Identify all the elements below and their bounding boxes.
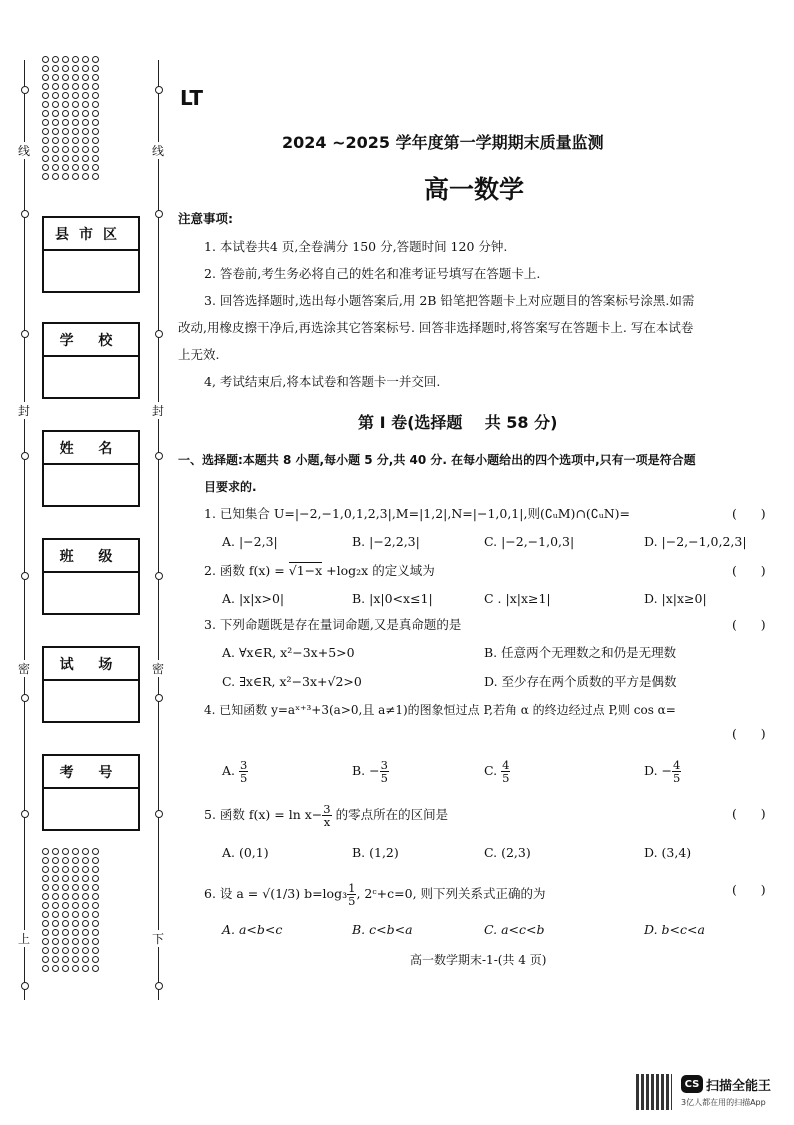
- q4-option-d: D. − $\frac{4}{5}$: [644, 758, 681, 785]
- binding-ring-icon: [21, 210, 29, 218]
- subject-title: 高一数学: [424, 175, 525, 204]
- bubble-dot: [92, 938, 99, 945]
- q3-option-d: D. 至少存在两个质数的平方是偶数: [484, 674, 677, 689]
- binding-ring-icon: [155, 572, 163, 580]
- bubble-dot: [62, 893, 69, 900]
- bubble-dot: [52, 92, 59, 99]
- binding-ring-icon: [21, 452, 29, 460]
- page-footer: 高一数学期末-1-(共 4 页): [410, 953, 547, 967]
- part1-title: 第 Ⅰ 卷(选择题 共 58 分): [358, 413, 558, 432]
- q1-stem: 1. 已知集合 U=|−2,−1,0,1,2,3|,M=|1,2|,N=|−1,0,1|,则(∁ᵤM)∩(∁ᵤN)=: [204, 506, 631, 521]
- bubble-dot: [52, 893, 59, 900]
- bubble-dot: [72, 92, 79, 99]
- q6-stem: 6. 设 a = √(1/3) b=log₃ $\frac{1}{5}$ , 2ᶜ+c=0, 则下列关系式正确的为: [204, 881, 546, 908]
- bubble-dot: [82, 146, 89, 153]
- bubble-dot: [72, 920, 79, 927]
- bubble-dot: [72, 857, 79, 864]
- q3-option-c: C. ∃x∈R, x²−3x+√2>0: [222, 674, 362, 689]
- box-school-field[interactable]: [44, 357, 138, 397]
- bubble-dot: [82, 911, 89, 918]
- paper-mark: LT: [180, 86, 204, 110]
- bubble-dot: [42, 137, 49, 144]
- bubble-dot: [62, 920, 69, 927]
- bubble-dot: [72, 164, 79, 171]
- bubble-dot: [62, 92, 69, 99]
- box-county-field[interactable]: [44, 251, 138, 291]
- bubble-dot: [82, 92, 89, 99]
- binding-ring-icon: [155, 694, 163, 702]
- q4-c-frac: $\frac{4}{5}$: [502, 758, 510, 785]
- bubble-dot: [42, 911, 49, 918]
- qr-code-icon: [636, 1074, 672, 1110]
- bubble-dot: [92, 155, 99, 162]
- bubble-dot: [92, 119, 99, 126]
- bubble-dot: [52, 137, 59, 144]
- bubble-dot: [52, 164, 59, 171]
- binding-ring-icon: [155, 452, 163, 460]
- bubble-dot: [72, 119, 79, 126]
- q4-d-frac: $\frac{4}{5}$: [673, 758, 681, 785]
- bubble-dot: [42, 893, 49, 900]
- bubble-dot: [62, 965, 69, 972]
- scanner-subtitle: 3亿人都在用的扫描App: [681, 1098, 766, 1107]
- binding-ring-icon: [155, 810, 163, 818]
- q4-option-b: B. − $\frac{3}{5}$: [352, 758, 388, 785]
- bubble-dot: [52, 875, 59, 882]
- note-3b: 改动,用橡皮擦干净后,再选涂其它答案标号. 回答非选择题时,将答案写在答题卡上. 写在本试卷: [178, 320, 694, 335]
- bubble-dot: [62, 146, 69, 153]
- side-char-feng-right: 封: [152, 404, 165, 418]
- q2-option-a: A. |x|x>0|: [222, 591, 285, 606]
- bubble-dot: [92, 92, 99, 99]
- bubble-dot: [42, 74, 49, 81]
- box-class-field[interactable]: [44, 573, 138, 613]
- q5-option-b: B. (1,2): [352, 845, 399, 860]
- bubble-dot: [62, 938, 69, 945]
- bubble-dot: [92, 101, 99, 108]
- box-class: [42, 538, 140, 615]
- box-school-label: 学 校: [44, 324, 138, 357]
- q6-root: √(1/3): [262, 886, 301, 901]
- bubble-dot: [72, 929, 79, 936]
- answer-dots-top: [42, 56, 100, 180]
- q6-answer-blank[interactable]: ( ): [732, 882, 766, 897]
- box-class-label: 班 级: [44, 540, 138, 573]
- bubble-dot: [62, 911, 69, 918]
- bubble-dot: [72, 110, 79, 117]
- box-number-label: 考 号: [44, 756, 138, 789]
- bubble-dot: [92, 965, 99, 972]
- bubble-dot: [62, 902, 69, 909]
- binding-line-right: [158, 60, 159, 1000]
- bubble-dot: [72, 965, 79, 972]
- bubble-dot: [82, 929, 89, 936]
- bubble-dot: [52, 857, 59, 864]
- bubble-dot: [82, 902, 89, 909]
- bubble-dot: [52, 956, 59, 963]
- bubble-dot: [92, 956, 99, 963]
- bubble-dot: [52, 920, 59, 927]
- q2-stem: [204, 563, 435, 579]
- bubble-dot: [82, 857, 89, 864]
- bubble-dot: [62, 128, 69, 135]
- bubble-dot: [42, 146, 49, 153]
- box-room-field[interactable]: [44, 681, 138, 721]
- bubble-dot: [82, 101, 89, 108]
- bubble-dot: [42, 929, 49, 936]
- bubble-dot: [82, 956, 89, 963]
- bubble-dot: [72, 911, 79, 918]
- q5-option-a: A. (0,1): [222, 845, 269, 860]
- bubble-dot: [52, 155, 59, 162]
- bubble-dot: [62, 866, 69, 873]
- bubble-dot: [82, 128, 89, 135]
- bubble-dot: [92, 866, 99, 873]
- scanner-name: 扫描全能王: [706, 1079, 772, 1094]
- binding-ring-icon: [21, 694, 29, 702]
- bubble-dot: [82, 866, 89, 873]
- bubble-dot: [82, 947, 89, 954]
- bubble-dot: [82, 119, 89, 126]
- bubble-dot: [52, 947, 59, 954]
- bubble-dot: [92, 884, 99, 891]
- q4-stem: 4. 已知函数 y=aˣ⁺³+3(a>0,且 a≠1)的图象恒过点 P,若角 α 的终边经过点 P,则 cos α=: [204, 703, 676, 717]
- binding-ring-icon: [21, 810, 29, 818]
- binding-ring-icon: [155, 210, 163, 218]
- binding-ring-icon: [155, 982, 163, 990]
- bubble-dot: [42, 110, 49, 117]
- bubble-dot: [82, 848, 89, 855]
- q1-answer-blank[interactable]: ( ): [732, 506, 766, 521]
- bubble-dot: [72, 65, 79, 72]
- q5-stem: 5. 函数 f(x) = ln x− $\frac{3}{x}$ 的零点所在的区间是: [204, 802, 449, 829]
- bubble-dot: [72, 137, 79, 144]
- box-school: [42, 322, 140, 399]
- q3-answer-blank[interactable]: ( ): [732, 617, 766, 632]
- bubble-dot: [72, 128, 79, 135]
- bubble-dot: [82, 920, 89, 927]
- q2-root: √1−x: [288, 563, 323, 578]
- bubble-dot: [52, 866, 59, 873]
- q5-option-c: C. (2,3): [484, 845, 531, 860]
- bubble-dot: [52, 56, 59, 63]
- q2-option-b: B. |x|0<x≤1|: [352, 591, 433, 606]
- note-3c: 上无效.: [178, 347, 220, 362]
- bubble-dot: [42, 56, 49, 63]
- bubble-dot: [82, 173, 89, 180]
- q6-option-b: B. c<b<a: [352, 922, 413, 937]
- box-number: [42, 754, 140, 831]
- section1-intro-a: 一、选择题:本题共 8 小题,每小题 5 分,共 40 分. 在每小题给出的四个选项中,只有一项是符合题: [178, 453, 696, 467]
- bubble-dot: [82, 875, 89, 882]
- bubble-dot: [92, 128, 99, 135]
- bubble-dot: [52, 110, 59, 117]
- bubble-dot: [92, 902, 99, 909]
- q4-option-c: C. $\frac{4}{5}$: [484, 758, 510, 785]
- q6-option-a: A. a<b<c: [222, 922, 283, 937]
- binding-ring-icon: [21, 982, 29, 990]
- bubble-dot: [42, 848, 49, 855]
- binding-ring-icon: [155, 86, 163, 94]
- bubble-dot: [42, 119, 49, 126]
- bubble-dot: [62, 884, 69, 891]
- bubble-dot: [62, 857, 69, 864]
- bubble-dot: [42, 902, 49, 909]
- bubble-dot: [92, 947, 99, 954]
- bubble-dot: [92, 911, 99, 918]
- bubble-dot: [92, 893, 99, 900]
- bubble-dot: [62, 875, 69, 882]
- bubble-dot: [62, 56, 69, 63]
- bubble-dot: [92, 929, 99, 936]
- bubble-dot: [92, 857, 99, 864]
- exam-title: 2024 ~2025 学年度第一学期期末质量监测: [282, 133, 604, 152]
- bubble-dot: [52, 848, 59, 855]
- q5-answer-blank[interactable]: ( ): [732, 806, 766, 821]
- bubble-dot: [42, 920, 49, 927]
- note-1: 1. 本试卷共4 页,全卷满分 150 分,答题时间 120 分钟.: [204, 239, 508, 254]
- box-county-label: 县市区: [44, 218, 138, 251]
- bubble-dot: [62, 848, 69, 855]
- bubble-dot: [52, 65, 59, 72]
- bubble-dot: [52, 119, 59, 126]
- section1-intro-b: 目要求的.: [204, 480, 257, 494]
- bubble-dot: [52, 911, 59, 918]
- q5-option-d: D. (3,4): [644, 845, 692, 860]
- bubble-dot: [82, 164, 89, 171]
- notes-heading: 注意事项:: [178, 211, 233, 226]
- q4-answer-blank[interactable]: ( ): [732, 726, 766, 741]
- bubble-dot: [82, 938, 89, 945]
- q6-option-c: C. a<c<b: [484, 922, 545, 937]
- box-room-label: 试 场: [44, 648, 138, 681]
- binding-ring-icon: [21, 330, 29, 338]
- bubble-dot: [42, 128, 49, 135]
- bubble-dot: [82, 884, 89, 891]
- bubble-dot: [62, 74, 69, 81]
- bubble-dot: [92, 56, 99, 63]
- bubble-dot: [62, 110, 69, 117]
- binding-ring-icon: [21, 86, 29, 94]
- side-char-mi-left: 密: [18, 662, 31, 676]
- bubble-dot: [42, 164, 49, 171]
- bubble-dot: [92, 920, 99, 927]
- q3-option-b: B. 任意两个无理数之和仍是无理数: [484, 645, 677, 660]
- binding-ring-icon: [155, 330, 163, 338]
- answer-dots-bottom: [42, 848, 100, 972]
- bubble-dot: [42, 866, 49, 873]
- side-char-xian-right: 线: [152, 144, 165, 158]
- bubble-dot: [42, 938, 49, 945]
- bubble-dot: [72, 56, 79, 63]
- bubble-dot: [52, 146, 59, 153]
- note-4: 4, 考试结束后,将本试卷和答题卡一并交回.: [204, 374, 441, 389]
- bubble-dot: [82, 74, 89, 81]
- bubble-dot: [72, 146, 79, 153]
- q1-option-d: D. |−2,−1,0,2,3|: [644, 534, 747, 549]
- q4-b-frac: $\frac{3}{5}$: [380, 758, 388, 785]
- bubble-dot: [82, 65, 89, 72]
- bubble-dot: [52, 83, 59, 90]
- bubble-dot: [82, 110, 89, 117]
- q6-frac: $\frac{1}{5}$: [348, 881, 356, 908]
- bubble-dot: [52, 929, 59, 936]
- bubble-dot: [72, 938, 79, 945]
- q5-frac: $\frac{3}{x}$: [323, 802, 331, 829]
- bubble-dot: [92, 875, 99, 882]
- q4-option-a: A. $\frac{3}{5}$: [222, 758, 248, 785]
- scanner-badge-icon: CS: [681, 1075, 703, 1093]
- bubble-dot: [42, 173, 49, 180]
- q1-option-b: B. |−2,2,3|: [352, 534, 420, 549]
- bubble-dot: [52, 173, 59, 180]
- q3-stem: 3. 下列命题既是存在量词命题,又是真命题的是: [204, 617, 462, 632]
- bubble-dot: [52, 74, 59, 81]
- bubble-dot: [42, 155, 49, 162]
- bubble-dot: [52, 884, 59, 891]
- bubble-dot: [72, 83, 79, 90]
- bubble-dot: [82, 155, 89, 162]
- bubble-dot: [62, 101, 69, 108]
- bubble-dot: [82, 56, 89, 63]
- q2-option-c: C . |x|x≥1|: [484, 591, 551, 606]
- bubble-dot: [62, 137, 69, 144]
- q1-option-a: A. |−2,3|: [222, 534, 278, 549]
- box-name-label: 姓 名: [44, 432, 138, 465]
- bubble-dot: [62, 65, 69, 72]
- bubble-dot: [92, 74, 99, 81]
- q2-option-d: D. |x|x≥0|: [644, 591, 707, 606]
- bubble-dot: [82, 83, 89, 90]
- bubble-dot: [62, 164, 69, 171]
- side-char-mi-right: 密: [152, 662, 165, 676]
- bubble-dot: [92, 848, 99, 855]
- bubble-dot: [62, 956, 69, 963]
- box-number-field[interactable]: [44, 789, 138, 829]
- bubble-dot: [42, 92, 49, 99]
- bubble-dot: [42, 83, 49, 90]
- bubble-dot: [52, 965, 59, 972]
- bubble-dot: [72, 875, 79, 882]
- bubble-dot: [62, 929, 69, 936]
- note-2: 2. 答卷前,考生务必将自己的姓名和准考证号填写在答题卡上.: [204, 266, 541, 281]
- side-char-xian-left: 线: [18, 144, 31, 158]
- bubble-dot: [62, 947, 69, 954]
- q4-a-frac: $\frac{3}{5}$: [240, 758, 248, 785]
- box-name-field[interactable]: [44, 465, 138, 505]
- bubble-dot: [42, 956, 49, 963]
- bubble-dot: [72, 173, 79, 180]
- bubble-dot: [72, 884, 79, 891]
- bubble-dot: [52, 902, 59, 909]
- bubble-dot: [82, 137, 89, 144]
- bubble-dot: [42, 875, 49, 882]
- bubble-dot: [62, 83, 69, 90]
- bubble-dot: [72, 947, 79, 954]
- bubble-dot: [52, 101, 59, 108]
- bubble-dot: [82, 893, 89, 900]
- bubble-dot: [72, 956, 79, 963]
- bubble-dot: [72, 866, 79, 873]
- q2-stem-a: 2. 函数 f(x) =: [204, 563, 289, 578]
- bubble-dot: [52, 938, 59, 945]
- bubble-dot: [72, 101, 79, 108]
- bubble-dot: [42, 884, 49, 891]
- bubble-dot: [42, 65, 49, 72]
- bubble-dot: [92, 173, 99, 180]
- bubble-dot: [72, 848, 79, 855]
- q2-answer-blank[interactable]: ( ): [732, 563, 766, 578]
- side-char-shang-left: 上: [18, 932, 31, 946]
- bubble-dot: [72, 902, 79, 909]
- bubble-dot: [92, 164, 99, 171]
- bubble-dot: [92, 65, 99, 72]
- bubble-dot: [92, 110, 99, 117]
- bubble-dot: [72, 155, 79, 162]
- q2-stem-c: +log₂x 的定义域为: [322, 563, 435, 578]
- box-county: [42, 216, 140, 293]
- side-char-xia-right: 下: [152, 932, 165, 946]
- bubble-dot: [92, 83, 99, 90]
- bubble-dot: [62, 173, 69, 180]
- q6-option-d: D. b<c<a: [644, 922, 705, 937]
- note-3a: 3. 回答选择题时,选出每小题答案后,用 2B 铅笔把答题卡上对应题目的答案标号涂黑.如需: [204, 293, 695, 308]
- q1-option-c: C. |−2,−1,0,3|: [484, 534, 575, 549]
- bubble-dot: [62, 155, 69, 162]
- box-name: [42, 430, 140, 507]
- q3-option-a: A. ∀x∈R, x²−3x+5>0: [222, 645, 355, 660]
- bubble-dot: [42, 857, 49, 864]
- bubble-dot: [62, 119, 69, 126]
- bubble-dot: [82, 965, 89, 972]
- bubble-dot: [42, 965, 49, 972]
- bubble-dot: [92, 146, 99, 153]
- bubble-dot: [42, 101, 49, 108]
- bubble-dot: [92, 137, 99, 144]
- bubble-dot: [72, 74, 79, 81]
- bubble-dot: [52, 128, 59, 135]
- side-char-feng-left: 封: [18, 404, 31, 418]
- box-room: [42, 646, 140, 723]
- bubble-dot: [72, 893, 79, 900]
- binding-ring-icon: [21, 572, 29, 580]
- binding-line-left: [24, 60, 25, 1000]
- bubble-dot: [42, 947, 49, 954]
